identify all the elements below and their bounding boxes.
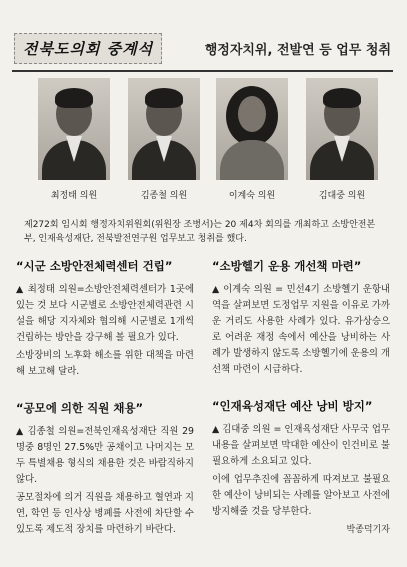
body-paragraph: 공모절차에 의거 직원을 채용하고 혈연과 지연, 학연 등 인사상 병폐를 사전에 차단할 수 있도록 제도적 장치를 마련하기 바란다.: [16, 492, 194, 535]
body-paragraph: ▲ 김종철 의원=전북인재육성재단 직원 29명중 8명인 27.5%만 공채이고 나머지는 모두 특별채용 형식의 채용한 것은 바람직하지 않다.: [16, 426, 194, 485]
right-column: [212, 256, 390, 535]
body-paragraph: ▲ 이계숙 의원 = 민선4기 소방헬기 운항내역을 살펴보면 도정업무 지원을 이유로 가까운 거리도 사용한 사례가 있다. 유가상승으로 어려운 재정 속에서 예산을 낭비하는 사례가 발생하지 않도록 소방헬기에 운용의 개선책 마련이 시급하다.: [212, 284, 390, 375]
portrait-photo: [216, 78, 288, 180]
subheading: “공모에 의한 직원 채용”: [16, 401, 144, 415]
portrait-photo: [306, 78, 378, 180]
photo-caption: 이계숙 의원: [228, 191, 276, 201]
portrait-photo: [128, 78, 200, 180]
body-paragraph: 소방장비의 노후화 해소를 위한 대책을 마련해 보고해 달라.: [16, 350, 194, 377]
portrait-photo: [38, 78, 110, 180]
intro-paragraph: 제272회 임시회 행정자치위원회(위원장 조병서)는 20 제4차 회의를 개최하고 소방안전본부, 인재육성재단, 전북발전연구원 업무보고 청취를 했다.: [24, 220, 376, 244]
subheading: “시군 소방안전체력센터 건립”: [16, 259, 173, 273]
section-brand: 전북도의회 중계석: [14, 33, 162, 64]
subheading: “인재육성재단 예산 낭비 방지”: [212, 399, 373, 413]
left-column: [16, 256, 194, 540]
masthead: [14, 30, 393, 66]
photo-caption: 김대중 의원: [318, 191, 366, 201]
photo-caption: 최정태 의원: [50, 191, 98, 201]
body-paragraph: ▲ 김대중 의원 = 인재육성재단 사무국 업무내용을 살펴보면 막대한 예산이 인건비로 불필요하게 소요되고 있다.: [212, 424, 390, 467]
reporter-byline: 박종덕기자: [346, 525, 390, 535]
article-page: [12, 8, 395, 559]
photo-row: [30, 78, 386, 201]
header-rule: [12, 70, 393, 72]
body-paragraph: ▲ 최정태 의원=소방안전체력센터가 1곳에 있는 것 보다 시군별로 소방안전체력관련 시설을 해당 지자체와 협의해 시군별로 1개씩 건립하는 방안을 강구해 볼 필요가 있다.: [16, 284, 194, 343]
body-paragraph: 이에 업무추진에 꼼꼼하게 따져보고 불필요한 예산이 낭비되는 사례를 알아보고 사전에 방지해줄 것을 당부한다.: [212, 474, 390, 517]
article-headline: 행정자치위, 전발연 등 업무 청취: [204, 42, 391, 58]
subheading: “소방헬기 운용 개선책 마련”: [212, 259, 362, 273]
photo-caption: 김종철 의원: [140, 191, 188, 201]
